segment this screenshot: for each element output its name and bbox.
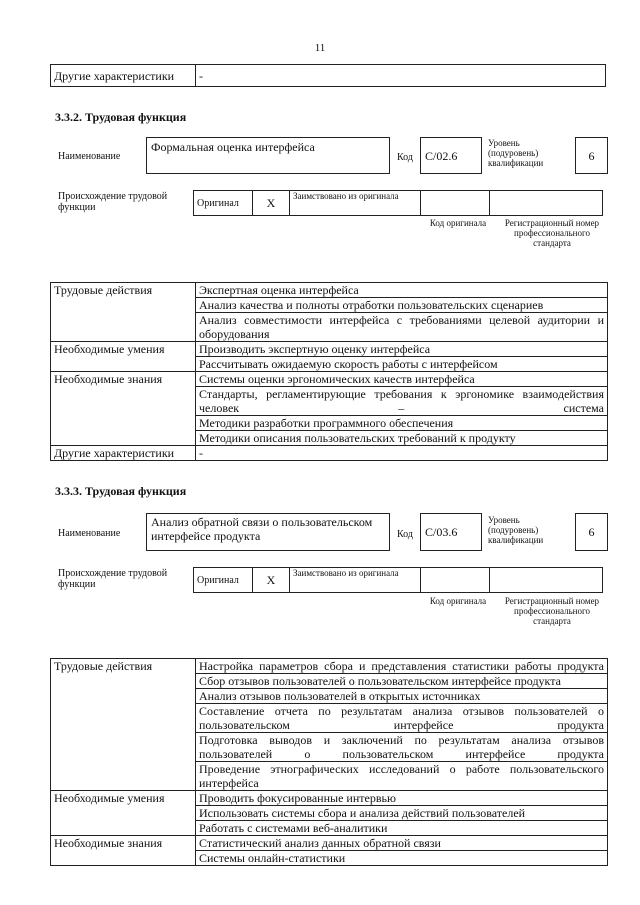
- table-cell: Использовать системы сбора и анализа действий пользователей: [196, 806, 608, 821]
- table-cell: Подготовка выводов и заключений по результатам анализа отзывов пользователей о пользовательском интерфейсе продукта: [196, 733, 608, 762]
- code-label: Код: [397, 529, 413, 540]
- code-original-cell: [421, 568, 490, 593]
- origin-label: Происхождение трудовой функции: [58, 568, 168, 590]
- row-label: Необходимые знания: [51, 372, 196, 446]
- original-label: Оригинал: [194, 568, 253, 593]
- table-cell: Анализ совместимости интерфейса с требованиями целевой аудитории и оборудования: [196, 313, 608, 342]
- original-label: Оригинал: [194, 191, 253, 216]
- code-label: Код: [397, 152, 413, 163]
- row-label: Другие характеристики: [51, 446, 196, 461]
- code-original-caption: Код оригинала: [429, 596, 487, 606]
- row-label: Необходимые знания: [51, 836, 196, 866]
- function-name-box: [146, 137, 390, 174]
- row-label: Трудовые действия: [51, 659, 196, 791]
- row-label: Трудовые действия: [51, 283, 196, 342]
- original-mark: X: [253, 191, 290, 216]
- origin-label: Происхождение трудовой функции: [58, 191, 168, 213]
- other-characteristics-label: Другие характеристики: [51, 65, 196, 87]
- top-characteristics-table: [50, 64, 606, 87]
- reg-number-cell: [490, 568, 603, 593]
- table-cell: Настройка параметров сбора и представления статистики работы продукта: [196, 659, 608, 674]
- row-label: Необходимые умения: [51, 342, 196, 372]
- table-cell: Проведение этнографических исследований о работе пользовательского интерфейса: [196, 762, 608, 791]
- table-cell: Методики описания пользовательских требований к продукту: [196, 431, 608, 446]
- level-value: 6: [588, 149, 595, 163]
- table-cell: Сбор отзывов пользователей о пользовательском интерфейсе продукта: [196, 674, 608, 689]
- section-heading: 3.3.3. Трудовая функция: [55, 484, 187, 498]
- table-cell: Работать с системами веб-аналитики: [196, 821, 608, 836]
- table-cell: Проводить фокусированные интервью: [196, 791, 608, 806]
- original-mark: X: [253, 568, 290, 593]
- table-cell: Анализ отзывов пользователей в открытых источниках: [196, 689, 608, 704]
- row-label: Необходимые умения: [51, 791, 196, 836]
- level-label: Уровень (подуровень) квалификации: [488, 515, 544, 545]
- level-value: 6: [588, 525, 595, 539]
- origin-table: [193, 190, 603, 216]
- borrowed-label: Заимствовано из оригинала: [290, 568, 421, 593]
- function-details-table: [50, 282, 608, 461]
- table-cell: Системы оценки эргономических качеств интерфейса: [196, 372, 608, 387]
- code-original-caption: Код оригинала: [429, 218, 487, 228]
- code-box: [420, 513, 482, 551]
- table-cell: -: [196, 446, 608, 461]
- name-label: Наименование: [58, 151, 121, 162]
- code-box: [420, 137, 482, 174]
- table-cell: Производить экспертную оценку интерфейса: [196, 342, 608, 357]
- borrowed-label: Заимствовано из оригинала: [290, 191, 421, 216]
- name-label: Наименование: [58, 528, 121, 539]
- table-cell: Анализ качества и полноты отработки пользовательских сценариев: [196, 298, 608, 313]
- origin-table: [193, 567, 603, 593]
- code-value: С/03.6: [425, 525, 458, 539]
- code-original-cell: [421, 191, 490, 216]
- function-name-box: [146, 513, 390, 551]
- level-label: Уровень (подуровень) квалификации: [488, 138, 544, 168]
- level-box: [575, 137, 608, 174]
- table-cell: Экспертная оценка интерфейса: [196, 283, 608, 298]
- table-cell: Методики разработки программного обеспечения: [196, 416, 608, 431]
- table-cell: Системы онлайн-статистики: [196, 851, 608, 866]
- code-value: С/02.6: [425, 149, 458, 163]
- function-details-table: [50, 658, 608, 866]
- other-characteristics-value: -: [196, 65, 606, 87]
- table-cell: Стандарты, регламентирующие требования к эргономике взаимодействия человек – система: [196, 387, 608, 416]
- reg-number-cell: [490, 191, 603, 216]
- section-heading: 3.3.2. Трудовая функция: [55, 110, 187, 124]
- table-cell: Рассчитывать ожидаемую скорость работы с интерфейсом: [196, 357, 608, 372]
- table-cell: Составление отчета по результатам анализа отзывов пользователей о пользовательском интерфейсе продукта: [196, 704, 608, 733]
- function-name-value: Формальная оценка интерфейса: [151, 140, 315, 154]
- level-box: [575, 513, 608, 551]
- page-number: 11: [314, 42, 326, 54]
- function-name-value: Анализ обратной связи о пользовательском интерфейсе продукта: [151, 515, 373, 543]
- reg-number-caption: Регистрационный номер профессионального стандарта: [504, 218, 600, 248]
- reg-number-caption: Регистрационный номер профессионального стандарта: [504, 596, 600, 626]
- table-cell: Статистический анализ данных обратной связи: [196, 836, 608, 851]
